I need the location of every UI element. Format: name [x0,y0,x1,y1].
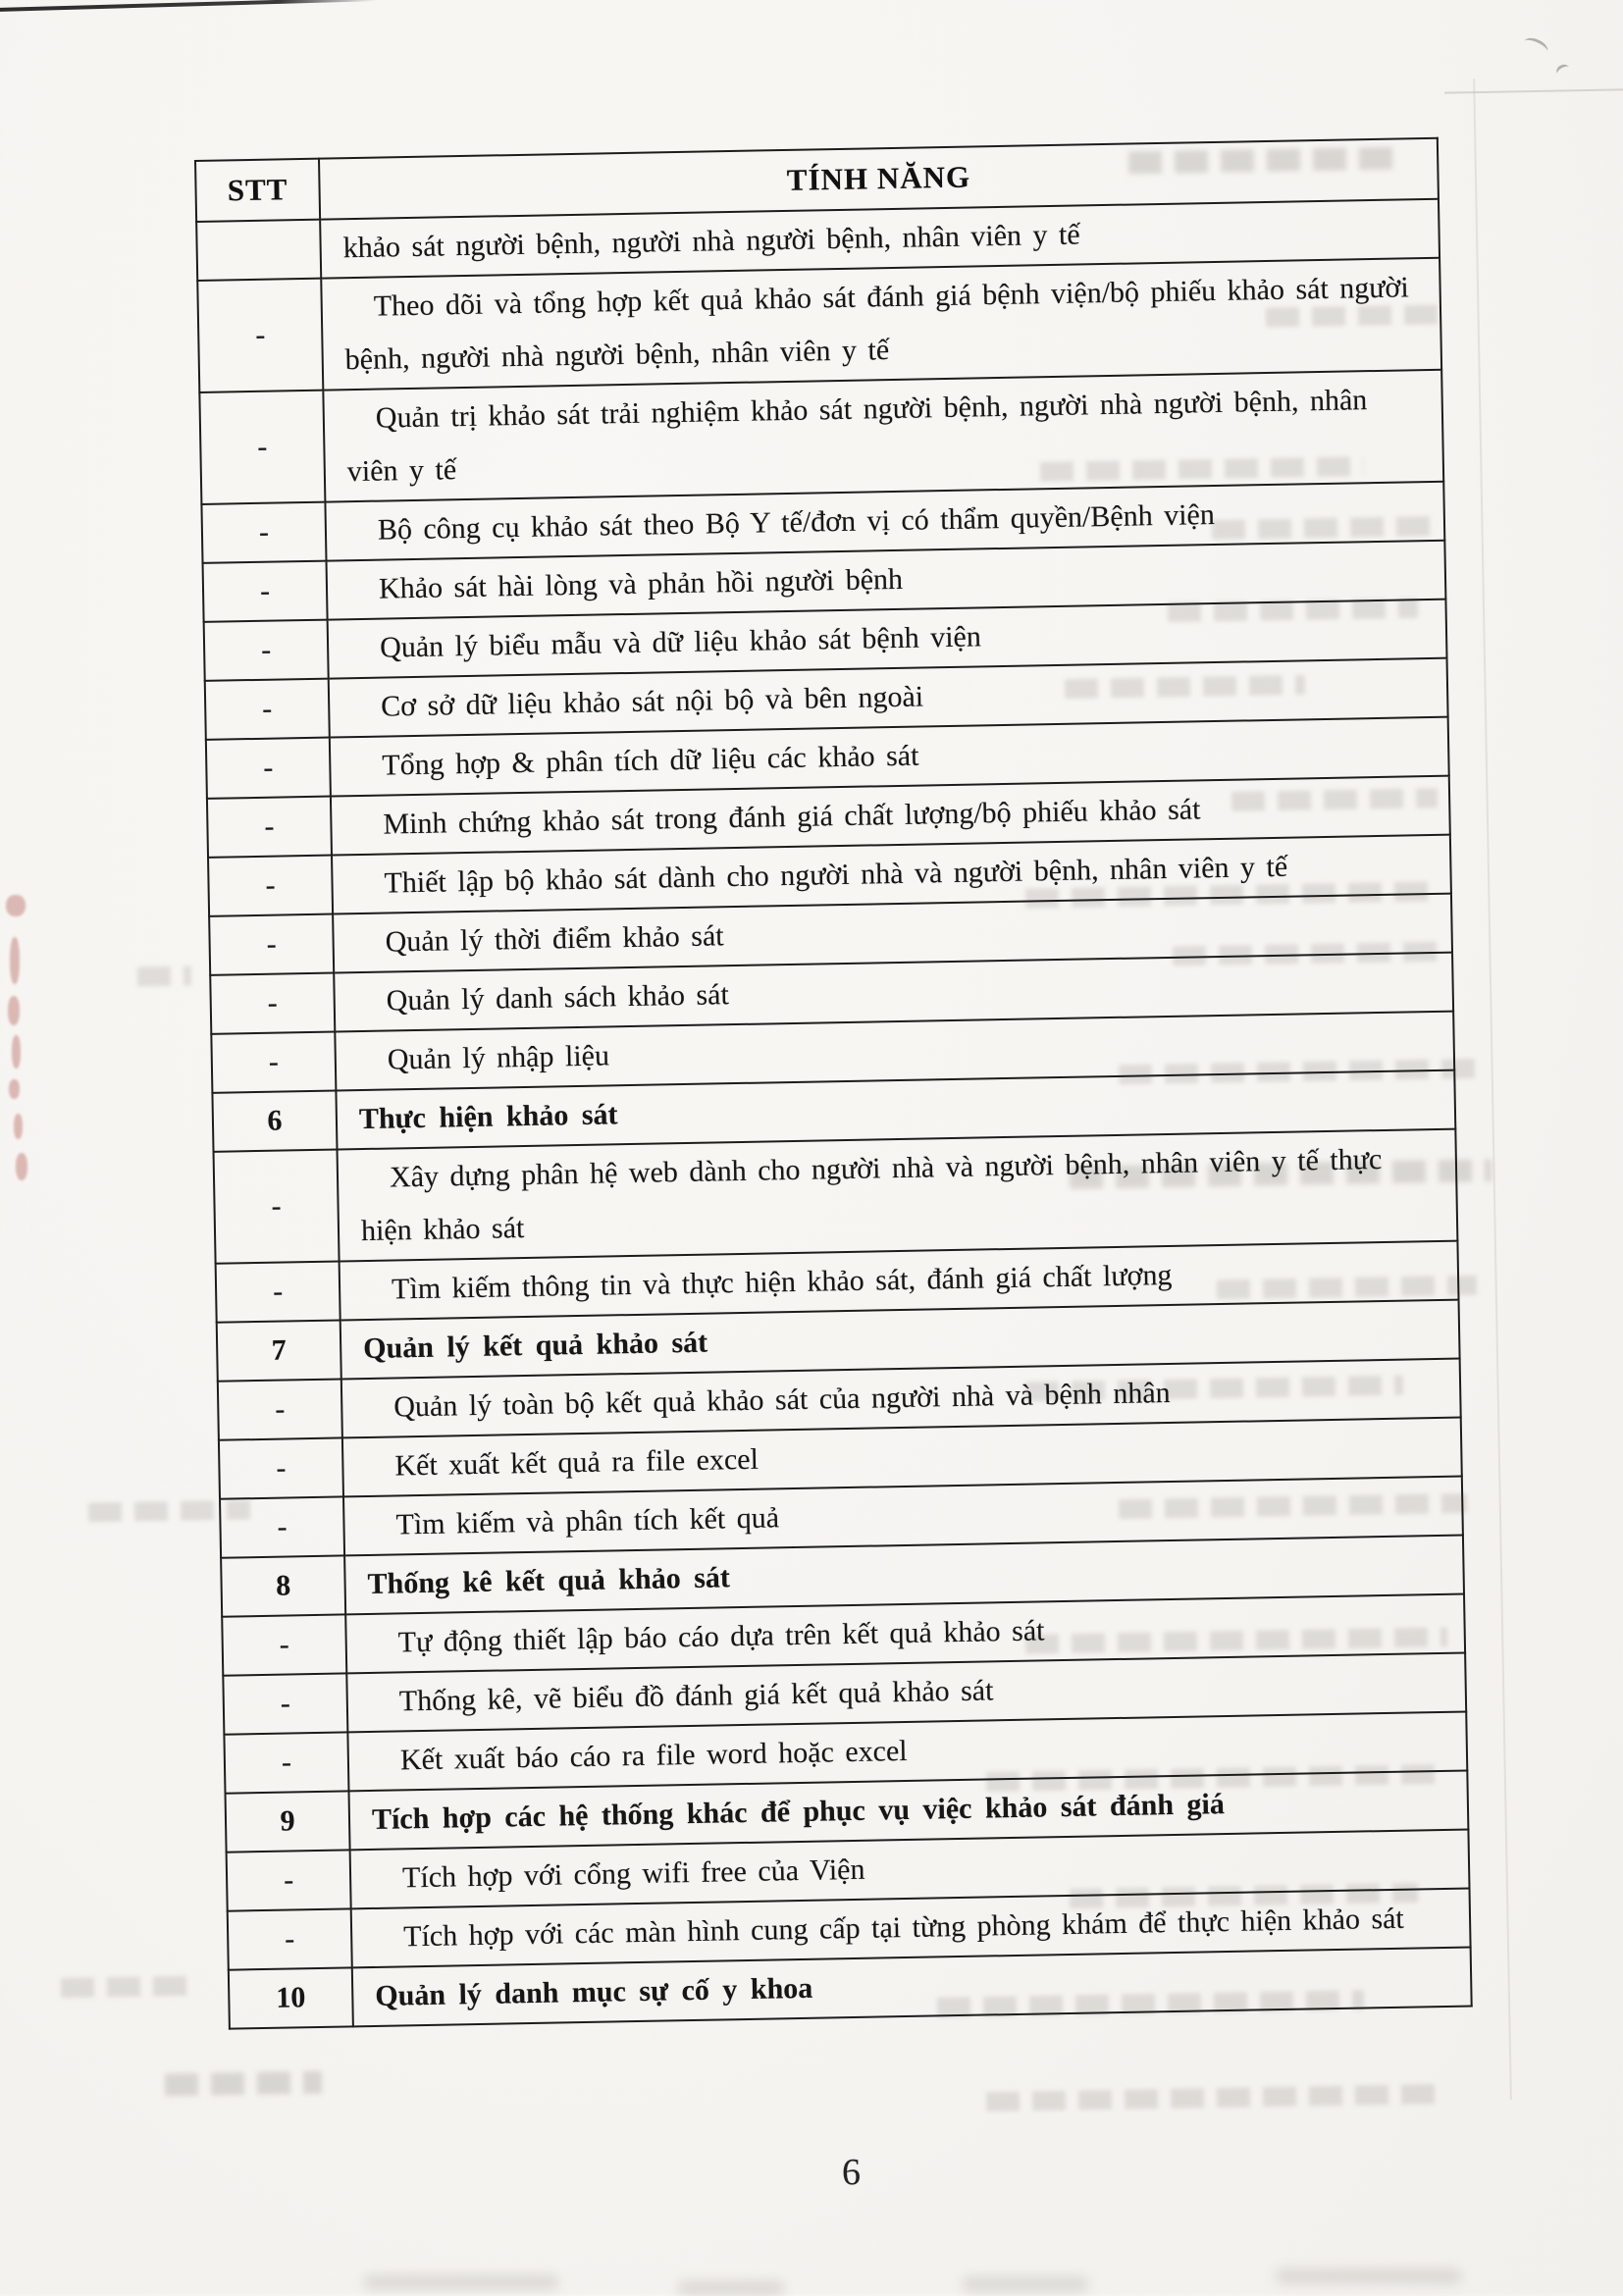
feature-cell: Cơ sở dữ liệu khảo sát nội bộ và bên ngoài [329,658,1448,738]
feature-cell: khảo sát người bệnh, người nhà người bệnh, nhân viên y tế [320,199,1440,279]
feature-cell: Tìm kiếm và phân tích kết quả [343,1477,1463,1556]
stt-cell: 8 [221,1555,345,1616]
feature-cell: Theo dõi và tổng hợp kết quả khảo sát đánh giá bệnh viện/bộ phiếu khảo sát người bệnh, người nhà người bệnh, nhân viên y tế [321,258,1441,391]
stt-cell: - [211,1032,336,1093]
red-ink-mark [10,937,20,984]
stt-cell: - [218,1379,342,1439]
red-ink-mark [16,1153,27,1180]
feature-cell: Quản lý toàn bộ kết quả khảo sát của người nhà và bệnh nhân [341,1359,1461,1438]
feature-cell: Tích hợp với cổng wifi free của Viện [350,1829,1470,1908]
feature-cell: Quản lý thời điểm khảo sát [333,894,1452,973]
stt-cell: - [224,1732,348,1793]
feature-cell: Quản lý biểu mẫu và dữ liệu khảo sát bệnh viện [328,600,1447,679]
stt-cell: - [210,973,335,1034]
feature-cell: Khảo sát hài lòng và phản hồi người bệnh [327,541,1446,620]
stt-cell: - [207,797,332,858]
ghost-text-bar [986,2084,1447,2112]
feature-table [194,137,1473,2030]
stt-cell: 7 [217,1320,341,1381]
stt-cell: - [197,279,323,392]
page-number: 6 [842,2152,861,2193]
stt-cell: - [222,1614,346,1675]
stt-cell: - [209,914,334,975]
feature-cell: Tự động thiết lập báo cáo dựa trên kết quả khảo sát [345,1594,1465,1674]
red-ink-mark [9,1079,20,1099]
header-stt: STT [195,159,320,222]
stt-cell: - [208,856,333,916]
feature-cell: Quản lý nhập liệu [335,1012,1454,1091]
stt-cell: - [220,1496,344,1557]
stt-cell: 10 [229,1967,353,2028]
stt-cell: - [219,1437,343,1498]
feature-cell: Thống kê, vẽ biểu đồ đánh giá kết quả khảo sát [346,1653,1466,1733]
stt-cell: - [216,1261,340,1322]
feature-cell: Kết xuất kết quả ra file excel [342,1418,1462,1497]
stt-cell: - [201,502,326,563]
ghost-text-bar [137,966,191,987]
red-ink-mark [14,1114,23,1139]
ghost-text-bar [61,1976,188,1998]
header-feature: TÍNH NĂNG [319,138,1439,220]
feature-cell: Tìm kiếm thông tin và thực hiện khảo sát, đánh giá chất lượng [340,1241,1459,1321]
red-ink-mark [6,895,26,916]
scan-smudge [363,2274,559,2290]
stt-cell: 9 [226,1791,350,1852]
feature-cell: Quản lý danh sách khảo sát [334,953,1453,1032]
feature-cell: Thống kê kết quả khảo sát [344,1536,1464,1615]
feature-cell: Quản lý kết quả khảo sát [340,1300,1460,1380]
stt-cell: - [228,1908,352,1969]
red-ink-mark [12,1035,21,1069]
stt-cell: - [205,679,330,740]
feature-cell: Quản trị khảo sát trải nghiệm khảo sát người bệnh, người nhà người bệnh, nhân viên y tế [323,370,1443,502]
red-ink-mark [8,996,20,1025]
feature-cell: Xây dựng phân hệ web dành cho người nhà và người bệnh, nhân viên y tế thực hiện khảo sát [338,1129,1458,1262]
feature-cell: Quản lý danh mục sự cố y khoa [352,1947,1472,2026]
stt-cell: - [203,561,328,622]
stt-cell: 6 [212,1091,337,1152]
scan-smudge [1276,2269,1462,2284]
feature-cell: Thiết lập bộ khảo sát dành cho người nhà và người bệnh, nhân viên y tế [332,835,1451,914]
stt-cell: - [206,738,331,799]
stt-cell: - [227,1850,351,1910]
stt-cell [196,220,321,281]
feature-cell: Minh chứng khảo sát trong đánh giá chất lượng/bộ phiếu khảo sát [331,776,1450,856]
scan-smudge [962,2276,1089,2292]
stt-cell: - [214,1150,340,1264]
feature-cell: Bộ công cụ khảo sát theo Bộ Y tế/đơn vị có thẩm quyền/Bệnh viện [325,482,1444,561]
ghost-text-bar [165,2071,322,2097]
feature-cell: Tích hợp với các màn hình cung cấp tại từng phòng khám để thực hiện khảo sát [351,1888,1471,1967]
document-content [194,137,1473,2030]
stt-cell: - [223,1673,347,1734]
stt-cell: - [204,620,329,681]
feature-cell: Tích hợp các hệ thống khác để phục vụ việc khảo sát đánh giá [348,1771,1468,1851]
feature-cell: Thực hiện khảo sát [336,1070,1455,1150]
stt-cell: - [199,391,325,504]
feature-cell: Kết xuất báo cáo ra file word hoặc excel [347,1712,1467,1792]
feature-cell: Tổng hợp & phân tích dữ liệu các khảo sát [330,717,1449,797]
